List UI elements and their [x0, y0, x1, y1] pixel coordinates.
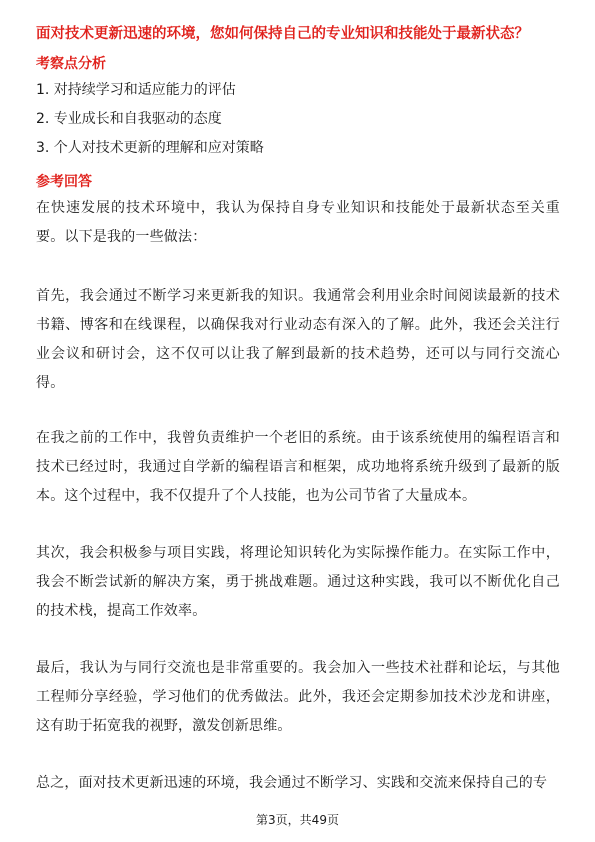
answer-title: 参考回答 [36, 174, 92, 190]
question-heading: 面对技术更新迅速的环境，您如何保持自己的专业知识和技能处于最新状态？ [36, 26, 529, 42]
answer-paragraph: 总之，面对技术更新迅速的环境，我会通过不断学习、实践和交流来保持自己的专 [36, 775, 548, 791]
analysis-point: 2. 专业成长和自我驱动的态度 [36, 111, 222, 127]
answer-paragraph: 在我之前的工作中，我曾负责维护一个老旧的系统。由于该系统使用的编程语言和技术已经过时，我通过自学新的编程语言和框架，成功地将系统升级到了最新的版本。这个过程中，我不仅提升了个人技能，也为公司节省了大量成本。 [36, 430, 560, 504]
answer-paragraph: 最后，我认为与同行交流也是非常重要的。我会加入一些技术社群和论坛，与其他工程师分享经验，学习他们的优秀做法。此外，我还会定期参加技术沙龙和讲座，这有助于拓宽我的视野，激发创新思维。 [36, 660, 560, 734]
analysis-title: 考察点分析 [36, 56, 106, 72]
analysis-point: 3. 个人对技术更新的理解和应对策略 [36, 140, 264, 156]
page-number-footer: 第3页，共49页 [256, 813, 339, 827]
answer-paragraph: 其次，我会积极参与项目实践，将理论知识转化为实际操作能力。在实际工作中，我会不断尝试新的解决方案，勇于挑战难题。通过这种实践，我可以不断优化自己的技术栈，提高工作效率。 [36, 545, 560, 619]
answer-paragraph: 在快速发展的技术环境中，我认为保持自身专业知识和技能处于最新状态至关重要。以下是我的一些做法： [36, 200, 560, 245]
answer-paragraph: 首先，我会通过不断学习来更新我的知识。我通常会利用业余时间阅读最新的技术书籍、博客和在线课程，以确保我对行业动态有深入的了解。此外，我还会关注行业会议和研讨会，这不仅可以让我了解到最新的技术趋势，还可以与同行交流心得。 [36, 288, 560, 391]
analysis-point: 1. 对持续学习和适应能力的评估 [36, 82, 236, 98]
